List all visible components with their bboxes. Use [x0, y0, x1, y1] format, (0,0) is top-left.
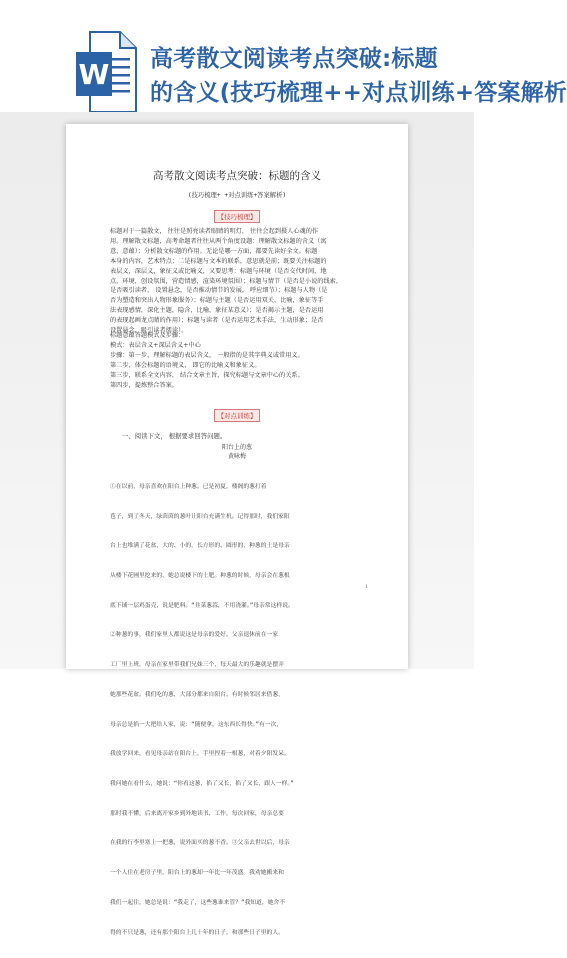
- paragraph-line: 的表现起画龙点睛的作用）；标题与读者（是否运用艺术手法，生动形象；是否: [110, 317, 324, 325]
- essay-line: 底下铺一层鸡蛋壳，说是肥料。“韭菜葱蒜，不用浇灌。”母亲常这样说。: [110, 602, 294, 609]
- essay-line: ②种葱的事，我们家里人都说这是母亲的爱好。父亲退休前在一家: [110, 632, 279, 639]
- word-icon-letter: W: [78, 58, 110, 91]
- essay-line: ①在以前，母亲喜欢在阳台上种葱。已是初夏，楼阁的葱打着: [110, 483, 267, 490]
- paragraph-line: 设置悬念，吸引读者阅读）。: [110, 327, 188, 335]
- essay-line: 一个人住在老房子里，阳台上的葱却一年比一年茂盛。我劝她搬来和: [110, 870, 284, 877]
- paragraph-line: 标题对于一篇散文， 往往是照亮读者眼睛的明灯， 往往会起到摄人心魂的作: [110, 228, 319, 235]
- steps-line: 步骤：第一步，理解标题的表层含义， 一般指的是其字典义或常用义。: [110, 351, 304, 359]
- section-tag-techniques: 【技巧梳理】: [214, 210, 260, 223]
- paragraph-line: 是否吸引读者， 设置悬念，是否推动情节的发展， 呼应细节）；标题与人物（是: [110, 287, 328, 295]
- practice-heading: 一、阅读下文， 根据要求回答问题。: [122, 432, 227, 440]
- essay-author: 黄咏梅: [227, 453, 246, 460]
- paragraph-line: 用。理解散文标题，高考命题者往往从两个角度设题：理解散文标题的含义（寓: [110, 237, 327, 245]
- paragraph-line: 表层义，深层义，象征义或比喻义，又要思考：标题与环境（是否交代时间，地: [110, 267, 327, 275]
- essay-line: 台上也堆满了花盆，大的、小的，长方形的、圆形的，种葱的土是母亲: [110, 543, 290, 550]
- page-title: 高考散文阅读考点突破：标题的含义: [153, 170, 321, 182]
- steps-line: 第四步，提炼整合答案。: [110, 381, 179, 389]
- essay-title: 阳台上的葱: [221, 444, 252, 451]
- essay-line: 在我的行李里塞上一把葱，说外面买的葱不香。③父亲去世以后，母亲: [110, 840, 290, 847]
- essay-line: 我们一起住，她总是说：“我走了，这些葱谁来管？”我知道，她舍不: [110, 899, 286, 906]
- essay-line: 母亲总是掐一大把给人家，说：“随便拿，这东西长得快。”有一次，: [110, 721, 283, 728]
- paragraph-line: 否为塑造和突出人物形象服务）；标题与主题（是否运用双关，比喻，象征等手: [110, 297, 324, 305]
- answer-steps: [110, 331, 372, 390]
- steps-line: 标题意蕴答题模式及步骤：: [110, 332, 185, 339]
- essay-line: 我放学回来，看见母亲站在阳台上，手里捏着一根葱，对着夕阳发呆。: [110, 751, 290, 758]
- steps-line: 第三步，联系全文内容， 结合文章主旨，探究标题与文章中心的关系。: [110, 371, 304, 379]
- word-document-icon: [76, 30, 138, 114]
- section-tag-practice: 【对点训练】: [214, 409, 260, 422]
- paragraph-line: 法表现感情，深化主题，隐含，比喻，象征某意义）；是否揭示主题，是否运用: [110, 307, 324, 315]
- essay-line: 从楼下花圃里挖来的，她总说楼下的土肥。种葱的时候，母亲会在葱根: [110, 572, 290, 579]
- paragraph-line: 本身的内容，艺术特点；二是标题与文本的联系，意思就是前；既要关注标题的: [110, 257, 327, 265]
- paragraph-line: 意、意蕴）；分析散文标题的作用。无论是哪一方面，都要先读好全文。标题: [110, 247, 318, 255]
- essay-line: 那时我不懂，后来离开家乡到外地读书、工作，每次回家，母亲总要: [110, 810, 284, 817]
- techniques-paragraph: [110, 227, 372, 336]
- paragraph-line: 点，环境，创设氛围，营造情感，渲染环境氛围）；标题与情节（是否是小说的线索，: [110, 277, 343, 285]
- page-subtitle: (技巧梳理+ +对点训练+答案解析): [187, 192, 287, 199]
- essay-line: 苞子，到了冬天，绿茵茵的葱叶让阳台充满生机。记得那时，我们家阳: [110, 513, 290, 520]
- essay-body: [110, 463, 374, 958]
- steps-line: 第二步，体会标题的语境义， 即它的比喻义和象征义。: [110, 361, 261, 369]
- essay-line: 得的不只是葱，还有那个阳台上几十年的日子，和那些日子里的人。: [110, 929, 284, 936]
- essay-line: 她那些花盆。我们吃的葱，大部分都来自阳台。有时候邻居来借葱，: [110, 691, 284, 698]
- document-title-line-2: 的含义(技巧梳理++对点训练+答案解析: [150, 80, 567, 106]
- essay-line: 我问她在看什么，她说：“你看这葱，掐了又长，掐了又长，跟人一样。”: [110, 781, 294, 787]
- preview-header: [0, 0, 567, 130]
- document-page: [66, 124, 408, 936]
- essay-line: 工厂里上班，母亲在家里带我们兄妹三个，每天最大的乐趣就是摆弄: [110, 662, 284, 669]
- page-number: 1: [364, 584, 368, 590]
- steps-line: 模式：表层含义+深层含义+中心: [110, 341, 201, 349]
- document-title-line-1: 高考散文阅读考点突破:标题: [150, 46, 438, 72]
